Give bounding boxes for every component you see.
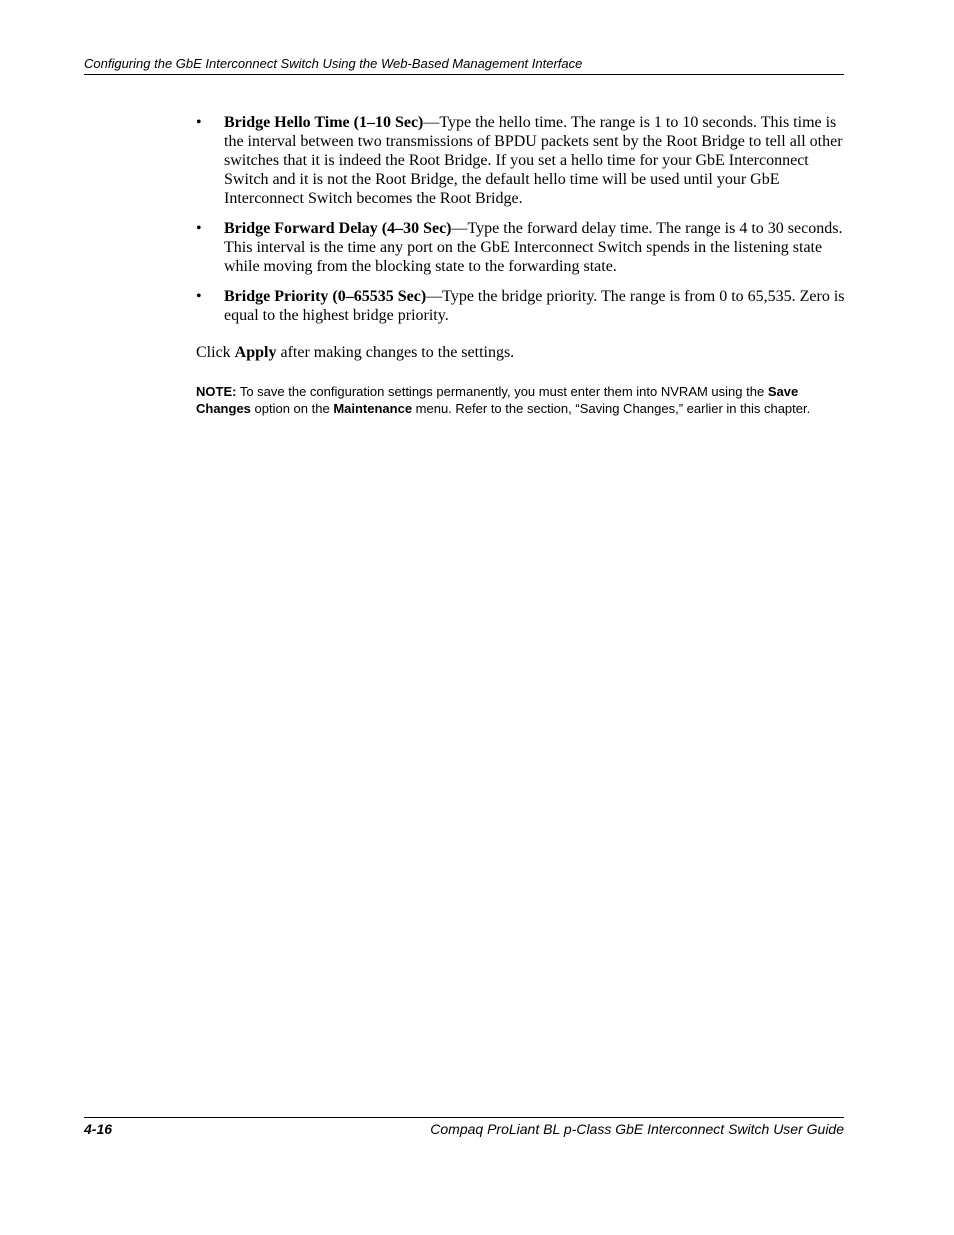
bullet-term: Bridge Hello Time (1–10 Sec) xyxy=(224,114,424,131)
page-number: 4-16 xyxy=(84,1121,113,1137)
bullet-icon: • xyxy=(196,220,202,237)
note-text-2: option on the xyxy=(250,400,334,416)
click-apply-prefix: Click xyxy=(196,344,235,361)
bullet-icon: • xyxy=(196,288,202,305)
bullet-item-hello-time xyxy=(196,113,846,208)
bullet-description: —Type the bridge priority. The range is from 0 to 65,535. Zero is equal to the highest bridge priority. xyxy=(224,288,845,324)
body-text xyxy=(196,113,846,362)
bullet-icon: • xyxy=(196,114,202,131)
apply-term: Apply xyxy=(234,344,277,361)
bullet-list xyxy=(196,113,846,325)
note-label: NOTE: xyxy=(196,384,237,399)
maintenance-term: Maintenance xyxy=(333,400,413,416)
bullet-item-priority xyxy=(196,287,846,325)
bullet-description: —Type the forward delay time. The range is 4 to 30 seconds. This interval is the time any port on the GbE Interconnect Switch spends in the listening state while moving from the blocking state to the forwarding state. xyxy=(224,220,843,275)
running-header: Configuring the GbE Interconnect Switch Using the Web-Based Management Interface xyxy=(84,56,583,71)
bullet-item-forward-delay xyxy=(196,219,846,276)
book-title: Compaq ProLiant BL p-Class GbE Interconnect Switch User Guide xyxy=(430,1121,844,1137)
note-text-1: To save the configuration settings permanently, you must enter them into NVRAM using the xyxy=(236,384,768,399)
bullet-term: Bridge Priority (0–65535 Sec) xyxy=(224,288,427,305)
note-block xyxy=(196,384,836,417)
note-text-3: menu. Refer to the section, “Saving Changes,” earlier in this chapter. xyxy=(412,400,811,416)
save-changes-term: Save Changes xyxy=(196,384,799,416)
bullet-term: Bridge Forward Delay (4–30 Sec) xyxy=(224,220,452,237)
header-rule xyxy=(84,74,844,75)
footer-rule xyxy=(84,1117,844,1118)
click-apply-instruction xyxy=(196,343,846,362)
click-apply-suffix: after making changes to the settings. xyxy=(276,344,515,361)
bullet-description: —Type the hello time. The range is 1 to 10 seconds. This time is the interval between two transmissions of BPDU packets sent by the Root Bridge to tell all other switches that it is indeed the Root Bridge. If you set a hello time for your GbE Interconnect Switch and it is not the Root Bridge, the default hello time will be used until your GbE Interconnect Switch becomes the Root Bridge. xyxy=(224,114,843,207)
